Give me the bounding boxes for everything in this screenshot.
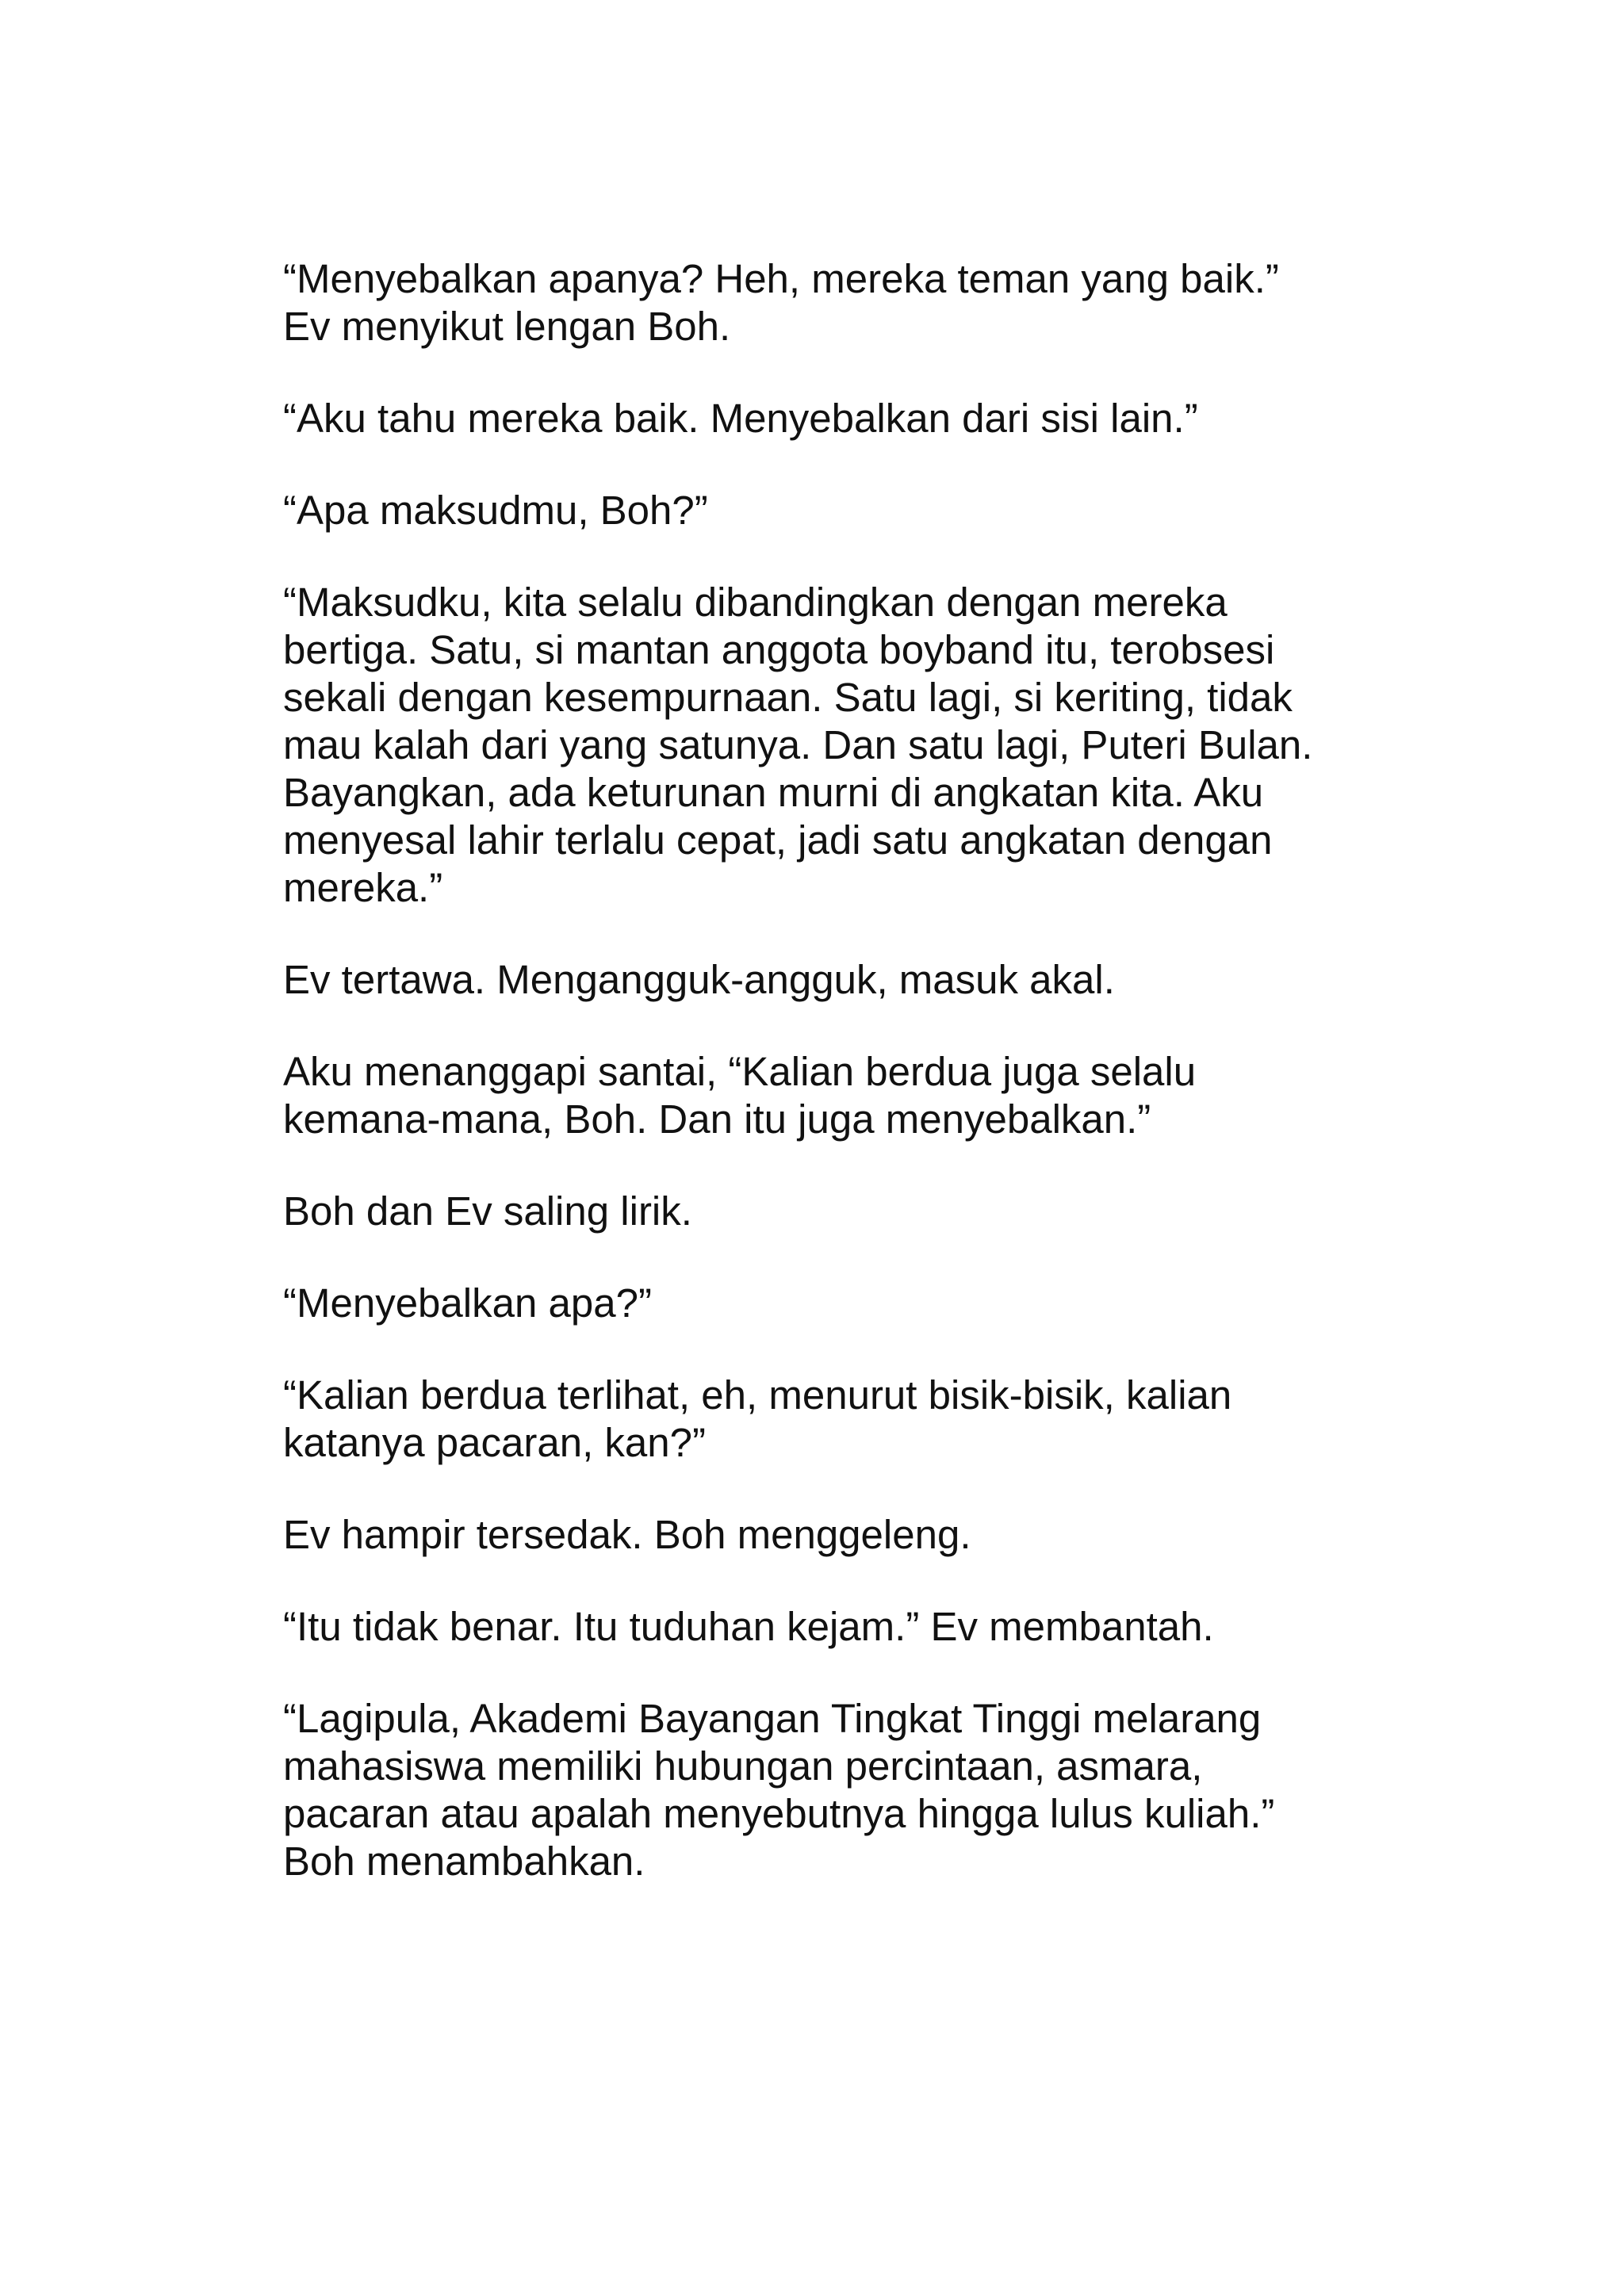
- paragraph: [283, 956, 1393, 1004]
- text-line: Ev tertawa. Mengangguk-angguk, masuk akal.: [283, 957, 1115, 1002]
- text-line: “Aku tahu mereka baik. Menyebalkan dari sisi lain.”: [283, 396, 1198, 441]
- text-line: mau kalah dari yang satunya. Dan satu lagi, Puteri Bulan.: [283, 722, 1313, 767]
- text-line: Ev menyikut lengan Boh.: [283, 304, 731, 349]
- paragraph: [283, 1048, 1393, 1143]
- text-line: “Kalian berdua terlihat, eh, menurut bisik-bisik, kalian: [283, 1372, 1232, 1418]
- text-line: menyesal lahir terlalu cepat, jadi satu angkatan dengan: [283, 817, 1273, 863]
- paragraph: [283, 579, 1393, 912]
- text-line: kemana-mana, Boh. Dan itu juga menyebalkan.”: [283, 1096, 1151, 1142]
- text-line: mereka.”: [283, 865, 443, 910]
- text-line: Boh menambahkan.: [283, 1839, 645, 1884]
- body-text: [283, 255, 1393, 1930]
- text-line: Bayangkan, ada keturunan murni di angkatan kita. Aku: [283, 770, 1264, 815]
- paragraph: [283, 1188, 1393, 1235]
- paragraph: [283, 1372, 1393, 1467]
- text-line: “Menyebalkan apa?”: [283, 1280, 652, 1326]
- paragraph: [283, 1511, 1393, 1559]
- text-line: “Menyebalkan apanya? Heh, mereka teman yang baik.”: [283, 256, 1279, 301]
- text-line: pacaran atau apalah menyebutnya hingga lulus kuliah.”: [283, 1791, 1275, 1836]
- text-line: Boh dan Ev saling lirik.: [283, 1188, 692, 1234]
- text-line: “Apa maksudmu, Boh?”: [283, 488, 708, 533]
- text-line: “Itu tidak benar. Itu tuduhan kejam.” Ev membantah.: [283, 1604, 1214, 1649]
- paragraph: [283, 1603, 1393, 1651]
- paragraph: [283, 395, 1393, 442]
- paragraph: [283, 1695, 1393, 1885]
- text-line: mahasiswa memiliki hubungan percintaan, asmara,: [283, 1743, 1203, 1789]
- text-line: Ev hampir tersedak. Boh menggeleng.: [283, 1512, 971, 1557]
- text-line: Aku menanggapi santai, “Kalian berdua juga selalu: [283, 1049, 1197, 1094]
- text-line: “Maksudku, kita selalu dibandingkan dengan mereka: [283, 580, 1228, 625]
- paragraph: [283, 487, 1393, 534]
- text-line: katanya pacaran, kan?”: [283, 1420, 707, 1465]
- paragraph: [283, 255, 1393, 350]
- text-line: sekali dengan kesempurnaan. Satu lagi, si keriting, tidak: [283, 675, 1293, 720]
- text-line: bertiga. Satu, si mantan anggota boyband itu, terobsesi: [283, 627, 1275, 672]
- paragraph: [283, 1280, 1393, 1327]
- text-line: “Lagipula, Akademi Bayangan Tingkat Tinggi melarang: [283, 1696, 1262, 1741]
